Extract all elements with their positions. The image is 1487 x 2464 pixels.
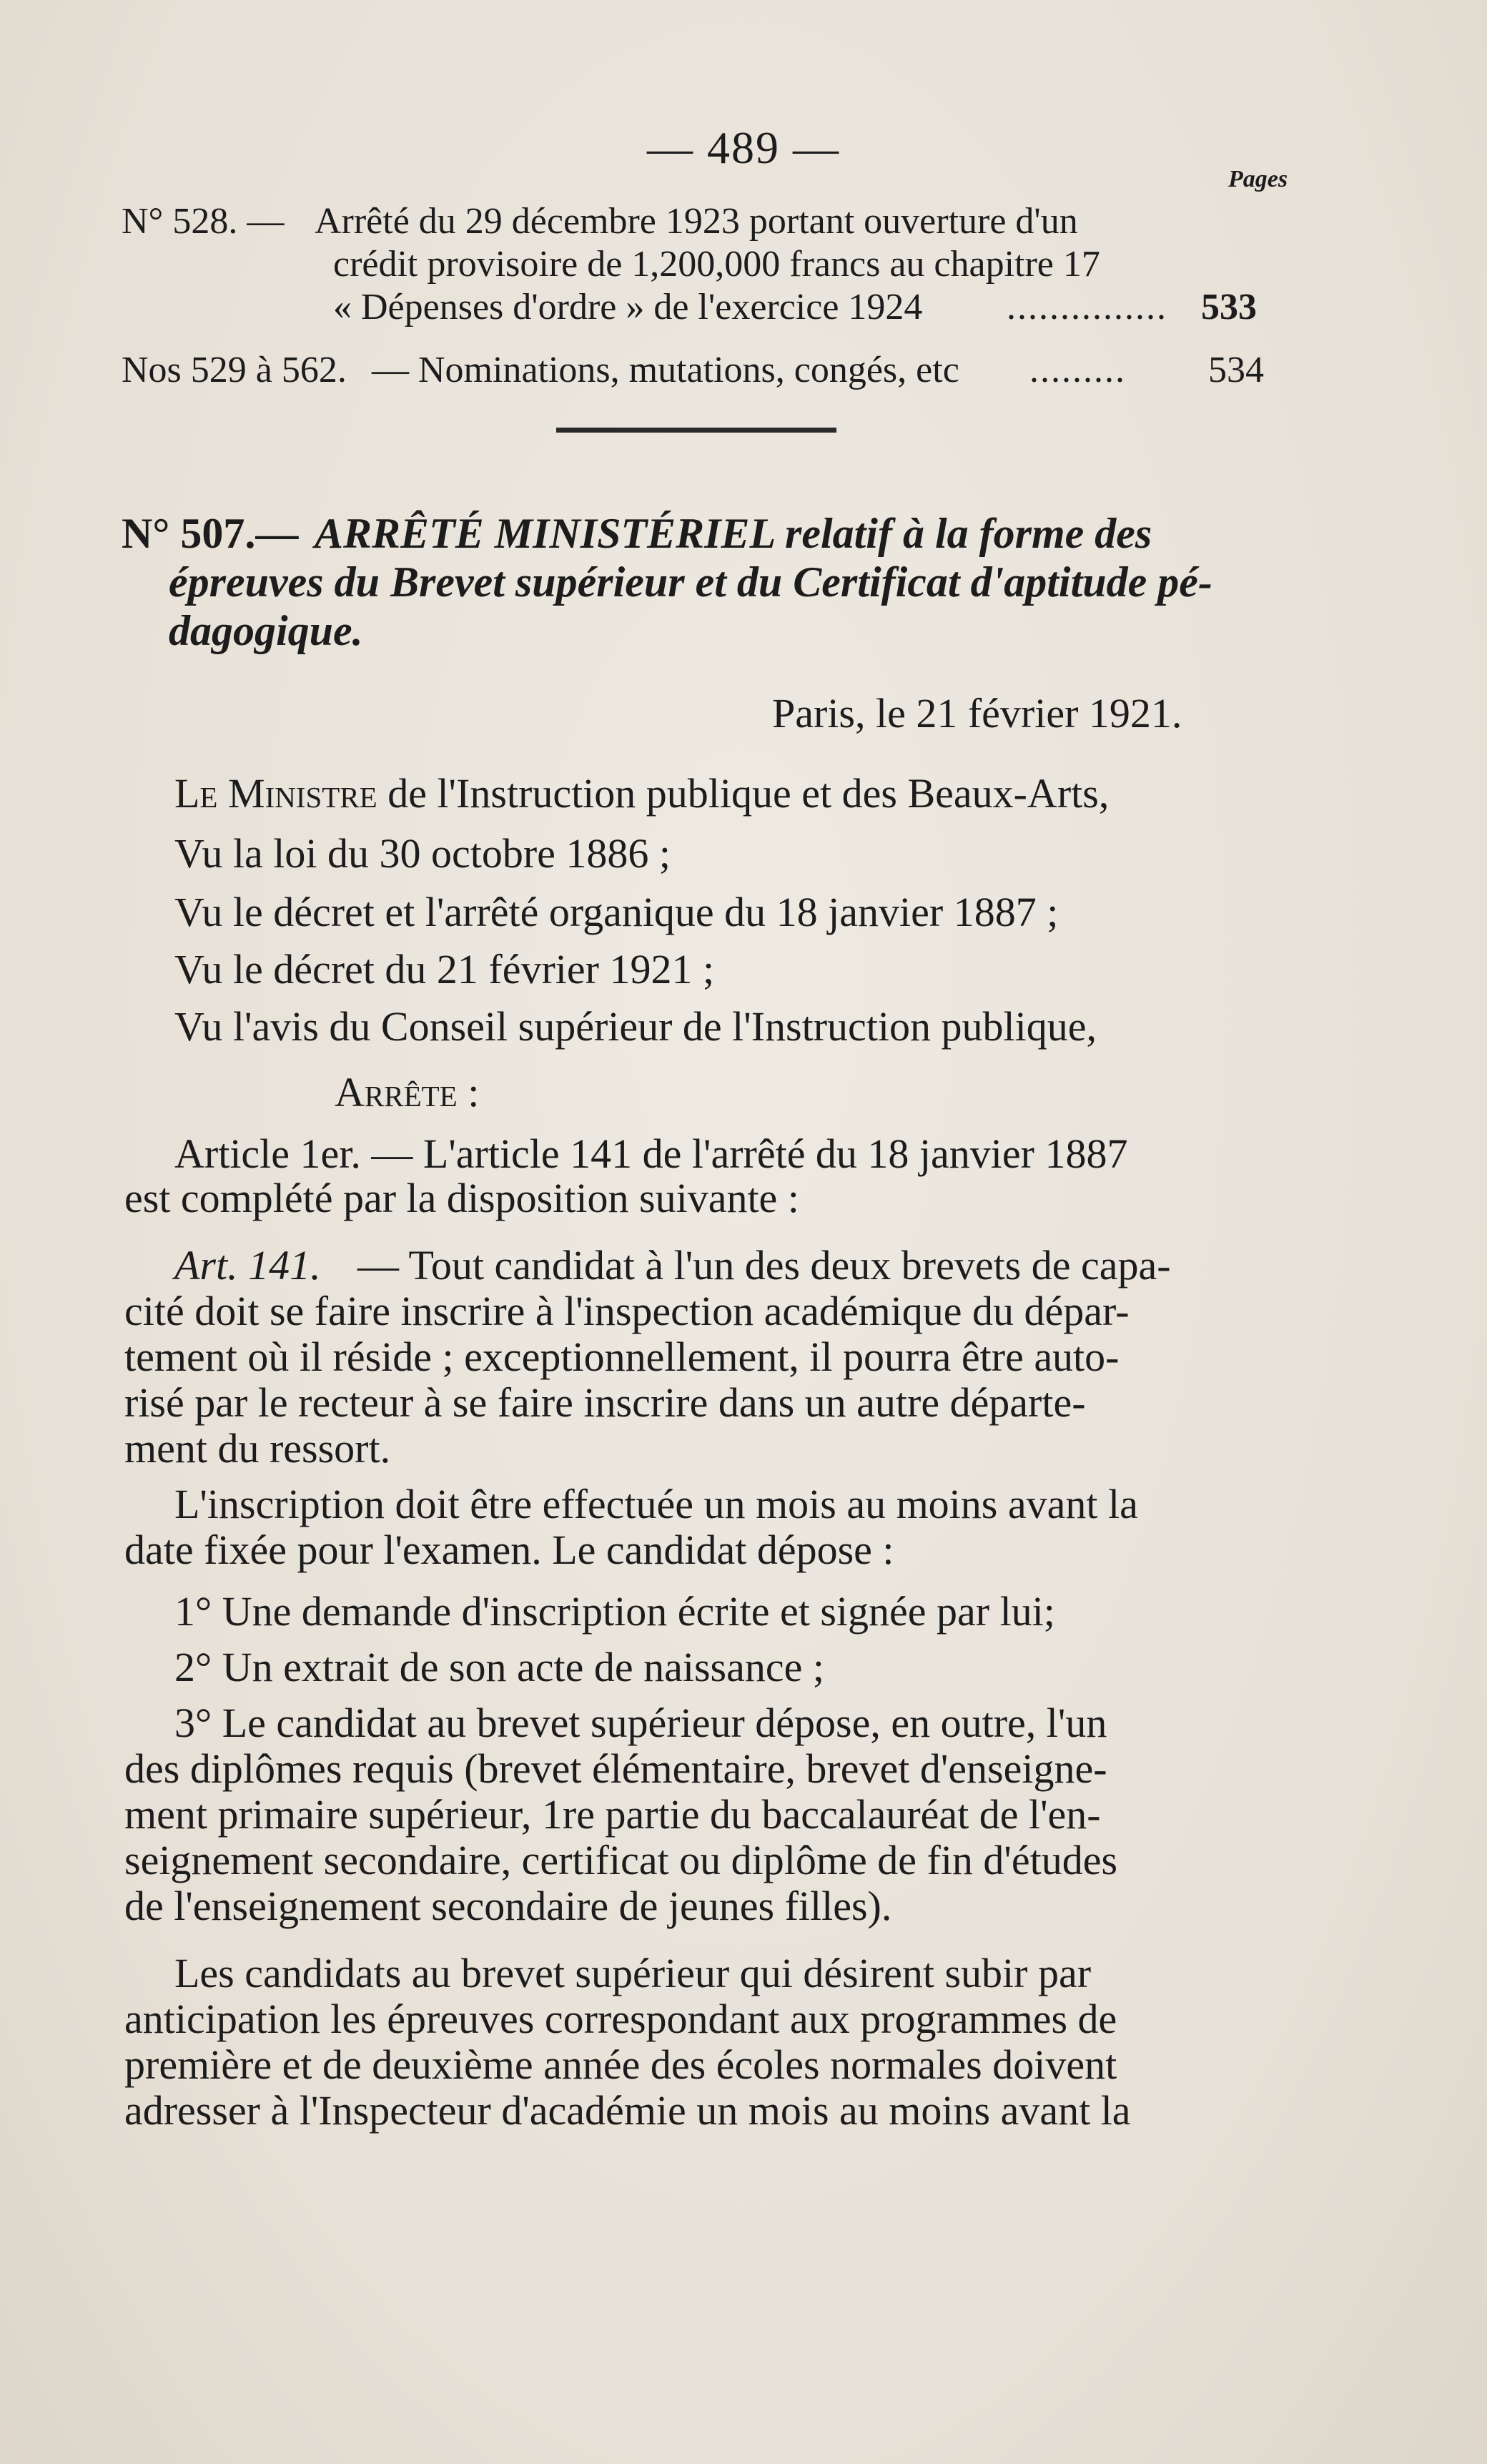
toc-entry-number: Nos 529 à 562. <box>122 350 347 390</box>
toc-leader-dots: ......... <box>1029 350 1126 390</box>
arrete-title: ARRÊTÉ MINISTÉRIEL relatif à la forme des <box>315 510 1152 557</box>
article-141: — Tout candidat à l'un des deux brevets de capa- <box>357 1242 1171 1288</box>
toc-entry-number: N° 528. — <box>122 201 285 242</box>
toc-entry-text: crédit provisoire de 1,200,000 francs au chapitre 17 <box>333 244 1100 285</box>
candidates-para: adresser à l'Inspecteur d'académie un mois au moins avant la <box>124 2087 1131 2134</box>
minister-rest: de l'Instruction publique et des Beaux-Arts, <box>387 770 1110 817</box>
page-number: — 489 — <box>647 122 840 173</box>
list-item: 2° Un extrait de son acte de naissance ; <box>174 1644 824 1690</box>
toc-entry-text: Arrêté du 29 décembre 1923 portant ouverture d'un <box>315 201 1078 242</box>
minister-line <box>174 769 1109 817</box>
candidates-para: anticipation les épreuves correspondant aux programmes de <box>124 1996 1117 2042</box>
article-1: Article 1er. — L'article 141 de l'arrêté du 18 janvier 1887 <box>174 1130 1128 1177</box>
list-item: des diplômes requis (brevet élémentaire, brevet d'enseigne- <box>124 1745 1107 1792</box>
list-item: ment primaire supérieur, 1re partie du baccalauréat de l'en- <box>124 1791 1101 1838</box>
toc-leader-dots: ............... <box>1007 287 1167 327</box>
toc-entry-text: — Nominations, mutations, congés, etc <box>372 350 959 390</box>
toc-page-ref: 533 <box>1201 287 1257 327</box>
toc-page-ref: 534 <box>1208 350 1264 390</box>
toc-entry-text: « Dépenses d'ordre » de l'exercice 1924 <box>333 287 923 327</box>
list-item: 1° Une demande d'inscription écrite et signée par lui; <box>174 1588 1055 1635</box>
article-141: risé par le recteur à se faire inscrire dans un autre départe- <box>124 1379 1086 1426</box>
vu-clause: Vu le décret du 21 février 1921 ; <box>174 946 715 992</box>
article-141-label: Art. 141. <box>174 1242 321 1288</box>
pages-column-header: Pages <box>1228 166 1288 192</box>
list-item: seignement secondaire, certificat ou diplôme de fin d'études <box>124 1837 1118 1883</box>
arrete-heading: Arrête : <box>335 1069 480 1115</box>
article-141: cité doit se faire inscrire à l'inspection académique du dépar- <box>124 1288 1130 1334</box>
article-1: est complété par la disposition suivante : <box>124 1175 799 1221</box>
section-divider <box>556 428 836 433</box>
candidates-para: première et de deuxième année des écoles normales doivent <box>124 2041 1117 2088</box>
inscription-para: L'inscription doit être effectuée un mois au moins avant la <box>174 1481 1138 1527</box>
vu-clause: Vu la loi du 30 octobre 1886 ; <box>174 830 671 877</box>
article-141: tement où il réside ; exceptionnellement, il pourra être auto- <box>124 1334 1120 1380</box>
arrete-number: N° 507.— <box>122 510 299 557</box>
inscription-para: date fixée pour l'examen. Le candidat dépose : <box>124 1527 894 1573</box>
list-item: de l'enseignement secondaire de jeunes filles). <box>124 1883 892 1929</box>
candidates-para: Les candidats au brevet supérieur qui désirent subir par <box>174 1950 1092 1996</box>
vu-clause: Vu le décret et l'arrêté organique du 18 janvier 1887 ; <box>174 889 1059 935</box>
arrete-title: épreuves du Brevet supérieur et du Certificat d'aptitude pé- <box>169 558 1212 606</box>
list-item: 3° Le candidat au brevet supérieur dépose, en outre, l'un <box>174 1700 1107 1746</box>
arrete-date: Paris, le 21 février 1921. <box>772 690 1182 736</box>
arrete-title: dagogique. <box>169 607 363 654</box>
article-141: ment du ressort. <box>124 1425 391 1472</box>
minister-title: Le Ministre <box>174 770 377 817</box>
vu-clause: Vu l'avis du Conseil supérieur de l'Instruction publique, <box>174 1003 1097 1050</box>
